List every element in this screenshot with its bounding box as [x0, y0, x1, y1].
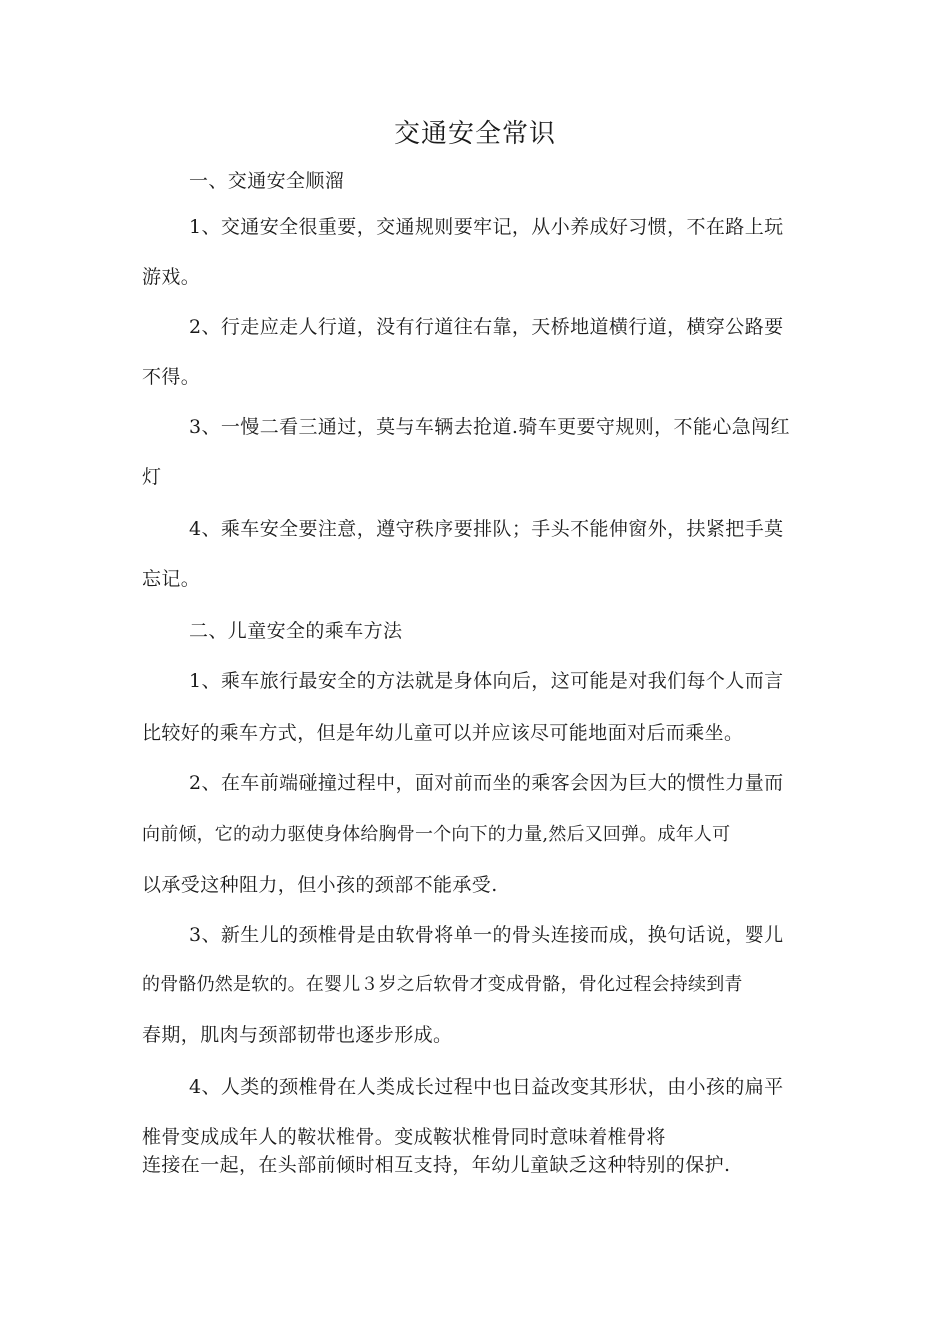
text-line: 椎骨变成成年人的鞍状椎骨。变成鞍状椎骨同时意味着椎骨将 — [142, 1126, 666, 1148]
text-line: 春期，肌肉与颈部韧带也逐步形成。 — [142, 1024, 453, 1046]
text-line: 以承受这种阻力，但小孩的颈部不能承受. — [142, 874, 498, 896]
text-line: 4、人类的颈椎骨在人类成长过程中也日益改变其形状，由小孩的扁平 — [189, 1076, 784, 1098]
text-line: 连接在一起，在头部前倾时相互支持，年幼儿童缺乏这种特别的保护. — [142, 1154, 731, 1176]
text-line: 比较好的乘车方式，但是年幼儿童可以并应该尽可能地面对后而乘坐。 — [142, 722, 744, 744]
text-line: 游戏。 — [142, 266, 201, 288]
text-line: 1、乘车旅行最安全的方法就是身体向后，这可能是对我们每个人而言 — [189, 670, 784, 692]
section-heading: 一、交通安全顺溜 — [189, 170, 345, 192]
text-line: 的骨骼仍然是软的。在婴儿３岁之后软骨才变成骨骼，骨化过程会持续到青 — [142, 974, 743, 995]
section-heading: 二、儿童安全的乘车方法 — [189, 620, 403, 642]
text-line: 1、交通安全很重要，交通规则要牢记，从小养成好习惯，不在路上玩 — [189, 216, 784, 238]
text-line: 向前倾，它的动力驱使身体给胸骨一个向下的力量,然后又回弹。成年人可 — [142, 824, 731, 845]
text-line: 2、行走应走人行道，没有行道往右靠，天桥地道横行道，横穿公路要 — [189, 316, 784, 338]
text-line: 忘记。 — [142, 568, 201, 590]
text-line: 灯 — [142, 466, 162, 488]
text-line: 2、在车前端碰撞过程中，面对前而坐的乘客会因为巨大的惯性力量而 — [189, 772, 784, 794]
text-line: 不得。 — [142, 366, 201, 388]
text-line: 4、乘车安全要注意，遵守秩序要排队；手头不能伸窗外，扶紧把手莫 — [189, 518, 784, 540]
text-line: 3、一慢二看三通过，莫与车辆去抢道.骑车更要守规则，不能心急闯红 — [189, 416, 790, 438]
text-line: 3、新生儿的颈椎骨是由软骨将单一的骨头连接而成，换句话说，婴儿 — [189, 924, 784, 946]
page-title: 交通安全常识 — [393, 119, 556, 149]
